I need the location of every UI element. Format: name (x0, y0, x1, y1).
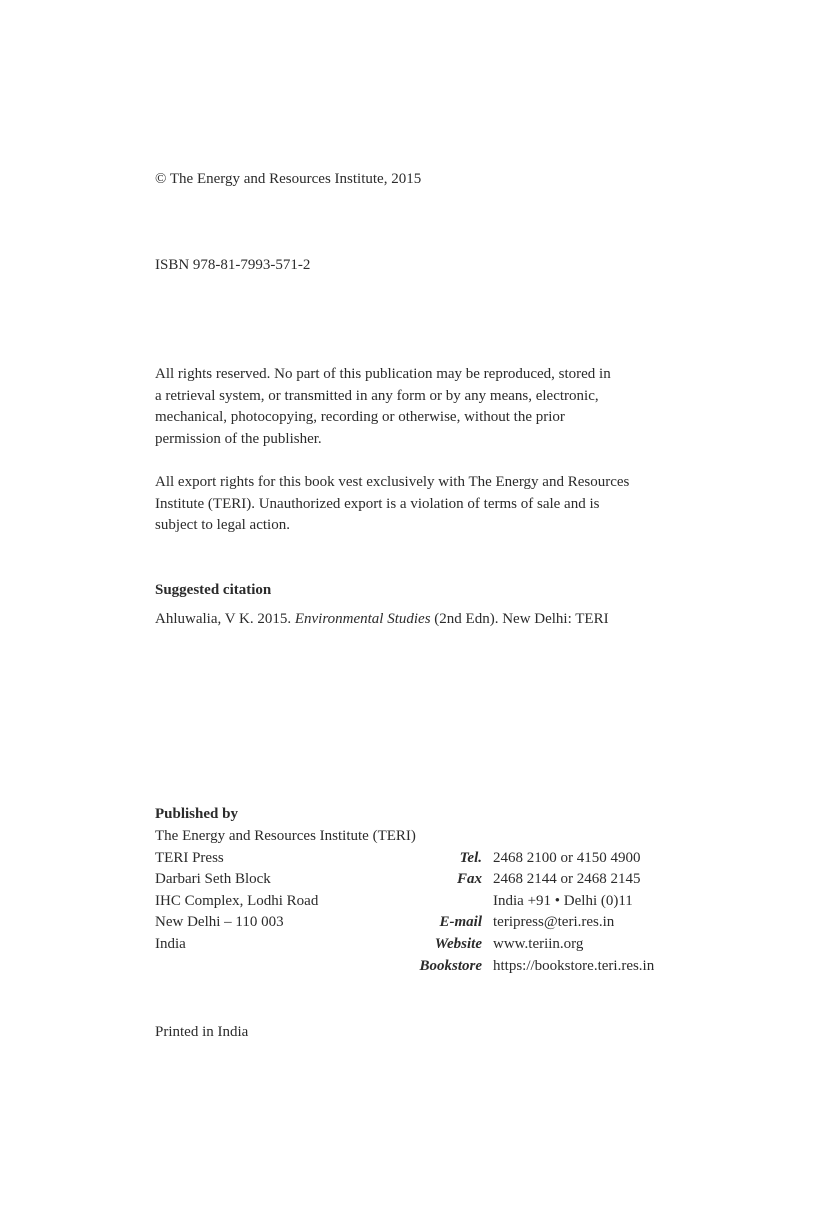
isbn: ISBN 978-81-7993-571-2 (155, 257, 311, 273)
publisher-row (155, 826, 675, 848)
published-by-heading: Published by (155, 806, 238, 822)
publisher-row (155, 956, 675, 978)
export-rights-paragraph (155, 472, 665, 537)
citation-suffix: (2nd Edn). New Delhi: TERI (430, 611, 609, 627)
publisher-row (155, 848, 675, 870)
citation-heading: Suggested citation (155, 582, 272, 598)
publisher-name: The Energy and Resources Institute (TERI) (155, 828, 416, 844)
contact-value: India +91 • Delhi (0)11 (493, 892, 633, 909)
contact-label: Bookstore (419, 957, 482, 974)
rights-line: permission of the publisher. (155, 430, 322, 447)
rights-line: All rights reserved. No part of this publication may be reproduced, stored in (155, 366, 611, 382)
export-line: Institute (TERI). Unauthorized export is a violation of terms of sale and is (155, 495, 600, 512)
publisher-row (155, 869, 675, 891)
address-line: India (155, 935, 186, 952)
rights-line: a retrieval system, or transmitted in any form or by any means, electronic, (155, 387, 599, 404)
address-line (155, 956, 410, 978)
export-line: All export rights for this book vest exclusively with The Energy and Resources (155, 474, 630, 490)
publisher-row (155, 934, 675, 956)
copyright-notice: © The Energy and Resources Institute, 2015 (155, 171, 422, 187)
contact-label: Tel. (459, 849, 482, 866)
address-line: New Delhi – 110 003 (155, 914, 284, 931)
address-line: TERI Press (155, 849, 224, 866)
contact-label: E-mail (439, 914, 482, 931)
contact-value: www.teriin.org (493, 935, 584, 952)
address-line: Darbari Seth Block (155, 871, 271, 888)
publisher-row (155, 912, 675, 934)
contact-value: 2468 2144 or 2468 2145 (493, 871, 641, 888)
printed-in: Printed in India (155, 1024, 249, 1040)
contact-label (410, 891, 482, 913)
publisher-details (155, 826, 675, 977)
address-line: IHC Complex, Lodhi Road (155, 892, 319, 909)
publisher-row (155, 891, 675, 913)
rights-line: mechanical, photocopying, recording or otherwise, without the prior (155, 409, 565, 426)
rights-paragraph (155, 364, 655, 450)
contact-label: Website (434, 935, 482, 952)
export-line: subject to legal action. (155, 517, 290, 534)
contact-value: teripress@teri.res.in (493, 914, 615, 931)
contact-value: https://bookstore.teri.res.in (493, 957, 655, 974)
citation-title: Environmental Studies (294, 611, 431, 627)
contact-label: Fax (456, 871, 482, 888)
citation-prefix: Ahluwalia, V K. 2015. (155, 611, 295, 627)
contact-value: 2468 2100 or 4150 4900 (493, 849, 641, 866)
citation-text (155, 609, 609, 631)
